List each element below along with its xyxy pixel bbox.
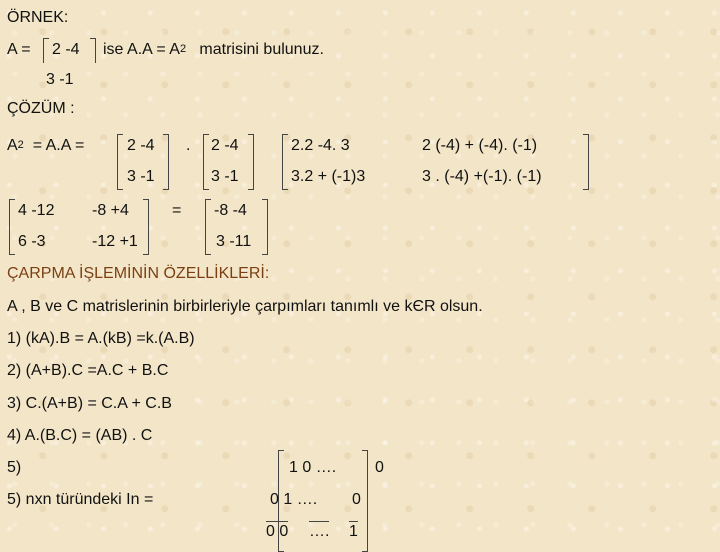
result-b-bracket-right xyxy=(262,199,268,255)
problem-matrix-row-2: 3 -1 xyxy=(46,71,74,88)
rule-3: 3) C.(A+B) = C.A + C.B xyxy=(7,395,172,412)
result-a-bracket-left xyxy=(9,199,15,255)
rule-5-number: 5) xyxy=(7,459,22,476)
result-a-bracket-right xyxy=(143,199,149,255)
product-bracket-left xyxy=(282,134,288,190)
identity-row-3-c: 1 xyxy=(349,523,358,540)
product-r2c1: 3.2 + (-1)3 xyxy=(291,168,366,185)
result-b-row-1: -8 -4 xyxy=(214,202,247,219)
multiply-dot: . xyxy=(186,137,191,154)
result-a-r2c2: -12 +1 xyxy=(92,233,138,250)
m2-row-1: 2 -4 xyxy=(211,137,239,154)
solution-label: ÇÖZÜM : xyxy=(7,100,75,117)
product-r2c2: 3 . (-4) +(-1). (-1) xyxy=(422,168,542,185)
bracket-right-top xyxy=(90,38,96,63)
m1-bracket-left xyxy=(117,134,123,190)
identity-row-2-a: 0 1 …. xyxy=(270,491,318,508)
result-a-r1c2: -8 +4 xyxy=(92,202,129,219)
product-bracket-right xyxy=(583,134,589,190)
rule-4: 4) A.(B.C) = (AB) . C xyxy=(7,427,153,444)
rule-2: 2) (A+B).C =A.C + B.C xyxy=(7,362,169,379)
m1-row-1: 2 -4 xyxy=(127,137,155,154)
bracket-left-top xyxy=(43,38,49,63)
m2-row-2: 3 -1 xyxy=(211,168,239,185)
identity-row-1: 1 0 …. xyxy=(289,459,337,476)
rule-1: 1) (kA).B = A.(kB) =k.(A.B) xyxy=(7,330,195,347)
m1-bracket-right xyxy=(163,134,169,190)
problem-matrix-row-1: 2 -4 xyxy=(52,41,80,58)
equation-lhs: $A^2 = A.A$ = xyxy=(7,137,85,154)
identity-bracket-right xyxy=(362,450,368,552)
properties-title: ÇARPMA İŞLEMİNİN ÖZELLİKLERİ: xyxy=(7,265,270,282)
m1-row-2: 3 -1 xyxy=(127,168,155,185)
m2-bracket-right xyxy=(248,134,254,190)
result-equals: = xyxy=(172,202,182,219)
result-a-r1c1: 4 -12 xyxy=(18,202,55,219)
result-b-row-2: 3 -11 xyxy=(216,233,252,250)
identity-row-3-a: 0 0 xyxy=(266,523,289,540)
product-r1c2: 2 (-4) + (-4). (-1) xyxy=(422,137,538,154)
m2-bracket-left xyxy=(203,134,209,190)
identity-row-1-end: 0 xyxy=(375,459,384,476)
identity-row-3-b: …. xyxy=(309,523,330,540)
example-heading: ÖRNEK: xyxy=(7,9,69,26)
result-b-bracket-left xyxy=(205,199,211,255)
problem-prefix: A = xyxy=(7,41,31,58)
identity-label: 5) nxn türündeki In = xyxy=(7,491,154,508)
identity-row-2-b: 0 xyxy=(352,491,361,508)
product-r1c1: 2.2 -4. 3 xyxy=(291,137,350,154)
properties-intro: A , B ve C matrislerinin birbirleriyle çarpımları tanımlı ve kЄR olsun. xyxy=(7,298,483,315)
result-a-r2c1: 6 -3 xyxy=(18,233,46,250)
problem-text: ise $A.A = A^2$ matrisini bulunuz. xyxy=(103,41,324,58)
